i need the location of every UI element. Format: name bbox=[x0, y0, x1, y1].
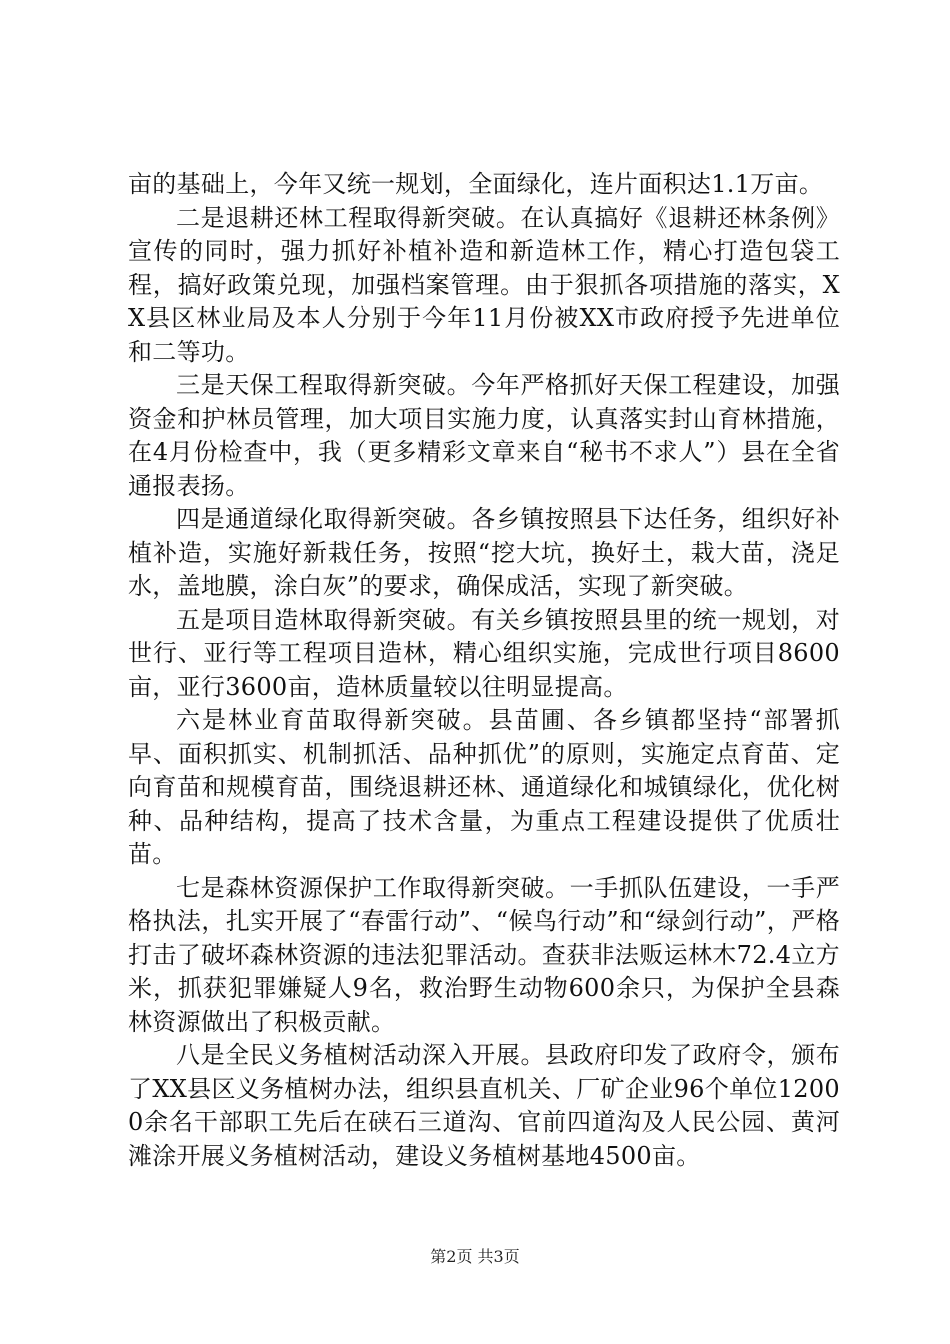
paragraph-road-greening: 四是通道绿化取得新突破。各乡镇按照县下达任务，组织好补植补造，实施好新栽任务，按照“挖大坑，换好土，栽大苗，浇足水，盖地膜，涂白灰”的要求，确保成活，实现了新突破。 bbox=[128, 505, 840, 600]
paragraph-continuation: 亩的基础上，今年又统一规划，全面绿化，连片面积达1.1万亩。 bbox=[128, 170, 824, 198]
page-number-footer: 第2页 共3页 bbox=[430, 1247, 520, 1266]
document-body bbox=[128, 168, 840, 1173]
paragraph-forest-resource-protection: 七是森林资源保护工作取得新突破。一手抓队伍建设，一手严格执法，扎实开展了“春雷行动”、“候鸟行动”和“绿剑行动”，严格打击了破坏森林资源的违法犯罪活动。查获非法贩运林木72.4立方米，抓获犯罪嫌疑人9名，救治野生动物600余只，为保护全县森林资源做出了积极贡献。 bbox=[128, 873, 840, 1036]
paragraph-seedling-nursery: 六是林业育苗取得新突破。县苗圃、各乡镇都坚持“部署抓早、面积抓实、机制抓活、品种抓优”的原则，实施定点育苗、定向育苗和规模育苗，围绕退耕还林、通道绿化和城镇绿化，优化树种、品种结构，提高了技术含量，为重点工程建设提供了优质壮苗。 bbox=[128, 706, 840, 868]
paragraph-voluntary-tree-planting: 八是全民义务植树活动深入开展。县政府印发了政府令，颁布了XX县区义务植树办法，组织县直机关、厂矿企业96个单位12000余名干部职工先后在硖石三道沟、官前四道沟及人民公园、黄河滩涂开展义务植树活动，建设义务植树基地4500亩。 bbox=[128, 1041, 840, 1170]
paragraph-project-afforestation: 五是项目造林取得新突破。有关乡镇按照县里的统一规划，对世行、亚行等工程项目造林，精心组织实施，完成世行项目8600亩，亚行3600亩，造林质量较以往明显提高。 bbox=[128, 605, 840, 701]
paragraph-returning-farmland: 二是退耕还林工程取得新突破。在认真搞好《退耕还林条例》宣传的同时，强力抓好补植补造和新造林工作，精心打造包袋工程，搞好政策兑现，加强档案管理。由于狠抓各项措施的落实，XX县区林业局及本人分别于今年11月份被XX市政府授予先进单位和二等功。 bbox=[128, 203, 840, 366]
paragraph-natural-forest-protection: 三是天保工程取得新突破。今年严格抓好天保工程建设，加强资金和护林员管理，加大项目实施力度，认真落实封山育林措施，在4月份检查中，我（更多精彩文章来自“秘书不求人”）县在全省通报表扬。 bbox=[128, 371, 840, 500]
